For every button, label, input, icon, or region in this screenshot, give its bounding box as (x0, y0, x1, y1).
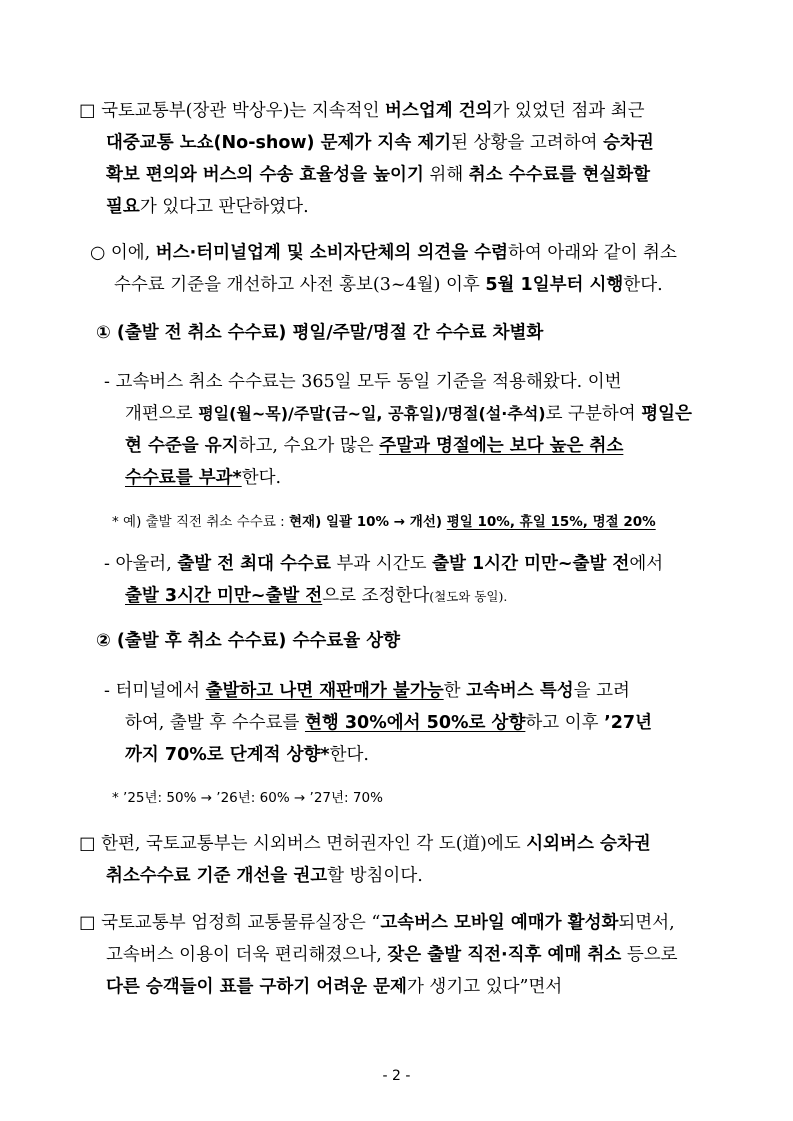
text-span: 필요 (106, 197, 140, 217)
footnote: * ’25년: 50% → ’26년: 60% → ’27년: 70% (112, 790, 383, 806)
text-span: 을 고려 (573, 681, 630, 701)
text-span: 에서 (629, 554, 664, 574)
text-span: 한다. (241, 468, 282, 488)
section-heading: ② (출발 후 취소 수수료) 수수료율 상향 (96, 631, 401, 651)
paragraph-line (106, 947, 678, 965)
text-span: 국토교통부(장관 박상우)는 지속적인 (101, 101, 386, 121)
text-span: 버스·터미널업계 및 소비자단체의 의견을 수렴 (155, 243, 509, 263)
text-span: 하여, 출발 후 수수료를 (125, 713, 305, 733)
text-span: 현재) 일괄 10% → 개선) (289, 514, 447, 530)
paragraph-line (90, 245, 677, 263)
text-span: 한 (443, 681, 467, 701)
dash-bullet: - (104, 372, 110, 392)
text-span: 한다. (329, 745, 369, 765)
paragraph-line (106, 135, 654, 153)
page-number: - 2 - (382, 1068, 411, 1084)
text-span: 가 생기고 있다”면서 (406, 977, 563, 997)
box-bullet: □ (79, 913, 96, 933)
text-span: 다른 승객들이 표를 구하기 어려운 문제 (106, 977, 407, 997)
paragraph-line (79, 836, 651, 854)
paragraph-line (79, 915, 675, 933)
text-span: (철도와 동일). (429, 589, 508, 604)
text-span: 으로 조정한다 (322, 586, 430, 606)
paragraph-line (125, 406, 692, 424)
text-span: 출발하고 나면 재판매가 불가능 (205, 681, 444, 701)
text-span: 된 상황을 고려하여 (451, 133, 604, 153)
paragraph-line (125, 747, 369, 765)
text-span: ’27년 (604, 713, 653, 733)
text-span: 하여 아래와 같이 취소 (508, 243, 677, 263)
section-heading: ① (출발 전 취소 수수료) 평일/주말/명절 간 수수료 차별화 (96, 323, 544, 343)
dash-bullet: - (104, 554, 110, 574)
text-span: 시외버스 승차권 (526, 834, 651, 854)
text-span: 수수료를 부과* (125, 468, 242, 488)
text-span: 고속버스 모바일 예매가 활성화 (380, 913, 619, 933)
text-span: 현행 30%에서 50%로 상향 (304, 713, 526, 733)
text-span: 가 있다고 판단하였다. (139, 197, 309, 217)
paragraph-line (106, 979, 562, 997)
footnote (112, 510, 656, 530)
paragraph-line (104, 556, 663, 574)
text-span: 고속버스 이용이 더욱 편리해졌으나, (106, 945, 388, 965)
text-span: 현 수준을 유지 (125, 436, 239, 456)
box-bullet: □ (79, 101, 96, 121)
dash-bullet: - (104, 681, 110, 701)
text-span: 아울러, (115, 554, 178, 574)
text-span: 5월 1일부터 시행 (485, 275, 624, 295)
text-span: 개편으로 (125, 404, 199, 424)
text-span: 버스업계 건의 (385, 101, 493, 121)
paragraph-line (106, 199, 309, 217)
paragraph-line (79, 103, 645, 121)
paragraph-line (125, 588, 507, 606)
paragraph-line (104, 374, 622, 392)
text-span: 이에, (110, 243, 156, 263)
text-span: 터미널에서 (115, 681, 206, 701)
text-span: 수수료 기준을 개선하고 사전 홍보(3~4월) 이후 (114, 275, 486, 295)
text-span: 취소 수수료를 현실화할 (468, 165, 651, 185)
paragraph-line (125, 715, 652, 733)
text-span: 고속버스 특성 (466, 681, 574, 701)
text-span: 가 있었던 점과 최근 (492, 101, 645, 121)
text-span: 되면서, (618, 913, 675, 933)
text-span: 출발 전 최대 수수료 (177, 554, 331, 574)
text-span: 국토교통부 엄정희 교통물류실장은 “ (101, 913, 381, 933)
paragraph-line (104, 683, 630, 701)
text-span: 로 구분하여 (545, 404, 642, 424)
text-span: 위해 (423, 165, 469, 185)
text-span: 출발 1시간 미만~출발 전 (432, 554, 630, 574)
text-span: 출발 3시간 미만~출발 전 (125, 586, 323, 606)
text-span: 잦은 출발 직전·직후 예매 취소 (387, 945, 622, 965)
text-span: 평일 10%, 휴일 15%, 명절 20% (446, 514, 656, 530)
text-span: 취소수수료 기준 개선을 권고 (106, 866, 328, 886)
paragraph-line (125, 470, 281, 488)
text-span: 하고 이후 (525, 713, 605, 733)
text-span: 확보 편의와 버스의 수송 효율성을 높이기 (106, 165, 424, 185)
text-span: 고속버스 취소 수수료는 365일 모두 동일 기준을 적용해왔다. 이번 (115, 372, 622, 392)
paragraph-line (114, 277, 663, 295)
text-span: 등으로 (621, 945, 678, 965)
paragraph-line (106, 868, 423, 886)
text-span: 부과 시간도 (330, 554, 433, 574)
text-span: 평일은 (641, 404, 692, 424)
paragraph-line (125, 438, 623, 456)
text-span: 하고, 수요가 많은 (238, 436, 380, 456)
text-span: 주말과 명절에는 보다 높은 취소 (379, 436, 624, 456)
text-span: 한편, 국토교통부는 시외버스 면허권자인 각 도(道)에도 (101, 834, 527, 854)
text-span: 까지 70%로 단계적 상향* (125, 745, 330, 765)
text-span: 대중교통 노쇼(No-show) 문제가 지속 제기 (106, 133, 452, 153)
box-bullet: □ (79, 834, 96, 854)
text-span: 평일(월~목)/주말(금~일, 공휴일)/명절(설·추석) (198, 404, 546, 423)
text-span: 할 방침이다. (327, 866, 423, 886)
text-span: 승차권 (603, 133, 654, 153)
text-span: 한다. (623, 275, 663, 295)
paragraph-line (106, 167, 650, 185)
circle-bullet: ○ (90, 243, 106, 263)
text-span: * 예) 출발 직전 취소 수수료 : (112, 514, 290, 530)
